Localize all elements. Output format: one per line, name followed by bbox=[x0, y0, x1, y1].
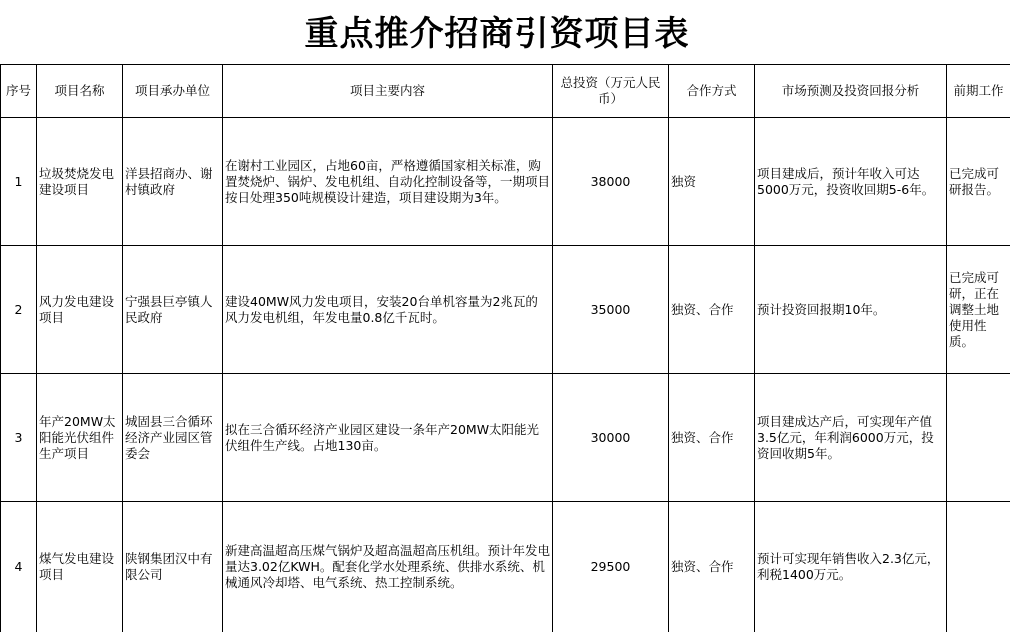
cell-prework[interactable] bbox=[947, 374, 1010, 502]
table-row bbox=[1, 374, 1010, 502]
title-cell[interactable] bbox=[0, 0, 1010, 65]
cell-prework[interactable]: 已完成可研，正在调整土地使用性质。 bbox=[947, 246, 1010, 374]
cell-analysis[interactable]: 项目建成后，预计年收入可达5000万元，投资收回期5-6年。 bbox=[755, 118, 947, 246]
cell-analysis[interactable]: 项目建成达产后，可实现年产值3.5亿元，年利润6000万元，投资回收期5年。 bbox=[755, 374, 947, 502]
cell-prework[interactable]: 已完成可研报告。 bbox=[947, 118, 1010, 246]
cell-name[interactable]: 风力发电建设项目 bbox=[37, 246, 123, 374]
cell-name[interactable]: 煤气发电建设项目 bbox=[37, 502, 123, 633]
cell-seq[interactable]: 2 bbox=[1, 246, 37, 374]
header-row bbox=[1, 65, 1010, 118]
cell-analysis[interactable]: 预计投资回报期10年。 bbox=[755, 246, 947, 374]
header-content[interactable]: 项目主要内容 bbox=[223, 65, 553, 118]
cell-unit[interactable]: 城固县三合循环经济产业园区管委会 bbox=[123, 374, 223, 502]
page-title: 重点推介招商引资项目表 bbox=[304, 13, 690, 54]
cell-seq[interactable]: 3 bbox=[1, 374, 37, 502]
cell-seq[interactable]: 4 bbox=[1, 502, 37, 633]
header-seq[interactable]: 序号 bbox=[1, 65, 37, 118]
cell-analysis[interactable]: 预计可实现年销售收入2.3亿元，利税1400万元。 bbox=[755, 502, 947, 633]
cell-name[interactable]: 垃圾焚烧发电建设项目 bbox=[37, 118, 123, 246]
cell-prework[interactable] bbox=[947, 502, 1010, 633]
cell-content[interactable]: 建设40MW风力发电项目，安装20台单机容量为2兆瓦的风力发电机组，年发电量0.8亿千瓦时。 bbox=[223, 246, 553, 374]
cell-investment[interactable]: 38000 bbox=[553, 118, 669, 246]
header-investment[interactable]: 总投资（万元人民币） bbox=[553, 65, 669, 118]
cell-cooperation[interactable]: 独资、合作 bbox=[669, 374, 755, 502]
cell-seq[interactable]: 1 bbox=[1, 118, 37, 246]
cell-unit[interactable]: 洋县招商办、谢村镇政府 bbox=[123, 118, 223, 246]
header-unit[interactable]: 项目承办单位 bbox=[123, 65, 223, 118]
cell-unit[interactable]: 宁强县巨亭镇人民政府 bbox=[123, 246, 223, 374]
cell-content[interactable]: 拟在三合循环经济产业园区建设一条年产20MW太阳能光伏组件生产线。占地130亩。 bbox=[223, 374, 553, 502]
cell-investment[interactable]: 29500 bbox=[553, 502, 669, 633]
header-cooperation[interactable]: 合作方式 bbox=[669, 65, 755, 118]
cell-name[interactable]: 年产20MW太阳能光伏组件生产项目 bbox=[37, 374, 123, 502]
cell-content[interactable]: 在谢村工业园区，占地60亩，严格遵循国家相关标准，购置焚烧炉、锅炉、发电机组、自动化控制设备等，一期项目按日处理350吨规模设计建造，项目建设期为3年。 bbox=[223, 118, 553, 246]
cell-investment[interactable]: 35000 bbox=[553, 246, 669, 374]
cell-cooperation[interactable]: 独资 bbox=[669, 118, 755, 246]
header-name[interactable]: 项目名称 bbox=[37, 65, 123, 118]
cell-cooperation[interactable]: 独资、合作 bbox=[669, 246, 755, 374]
cell-unit[interactable]: 陕钢集团汉中有限公司 bbox=[123, 502, 223, 633]
cell-cooperation[interactable]: 独资、合作 bbox=[669, 502, 755, 633]
table-row bbox=[1, 246, 1010, 374]
table-row bbox=[1, 502, 1010, 633]
cell-content[interactable]: 新建高温超高压煤气锅炉及超高温超高压机组。预计年发电量达3.02亿KWH。配套化学水处理系统、供排水系统、机械通风冷却塔、电气系统、热工控制系统。 bbox=[223, 502, 553, 633]
header-analysis[interactable]: 市场预测及投资回报分析 bbox=[755, 65, 947, 118]
header-prework[interactable]: 前期工作 bbox=[947, 65, 1010, 118]
table-row bbox=[1, 118, 1010, 246]
projects-table bbox=[0, 64, 1010, 632]
cell-investment[interactable]: 30000 bbox=[553, 374, 669, 502]
